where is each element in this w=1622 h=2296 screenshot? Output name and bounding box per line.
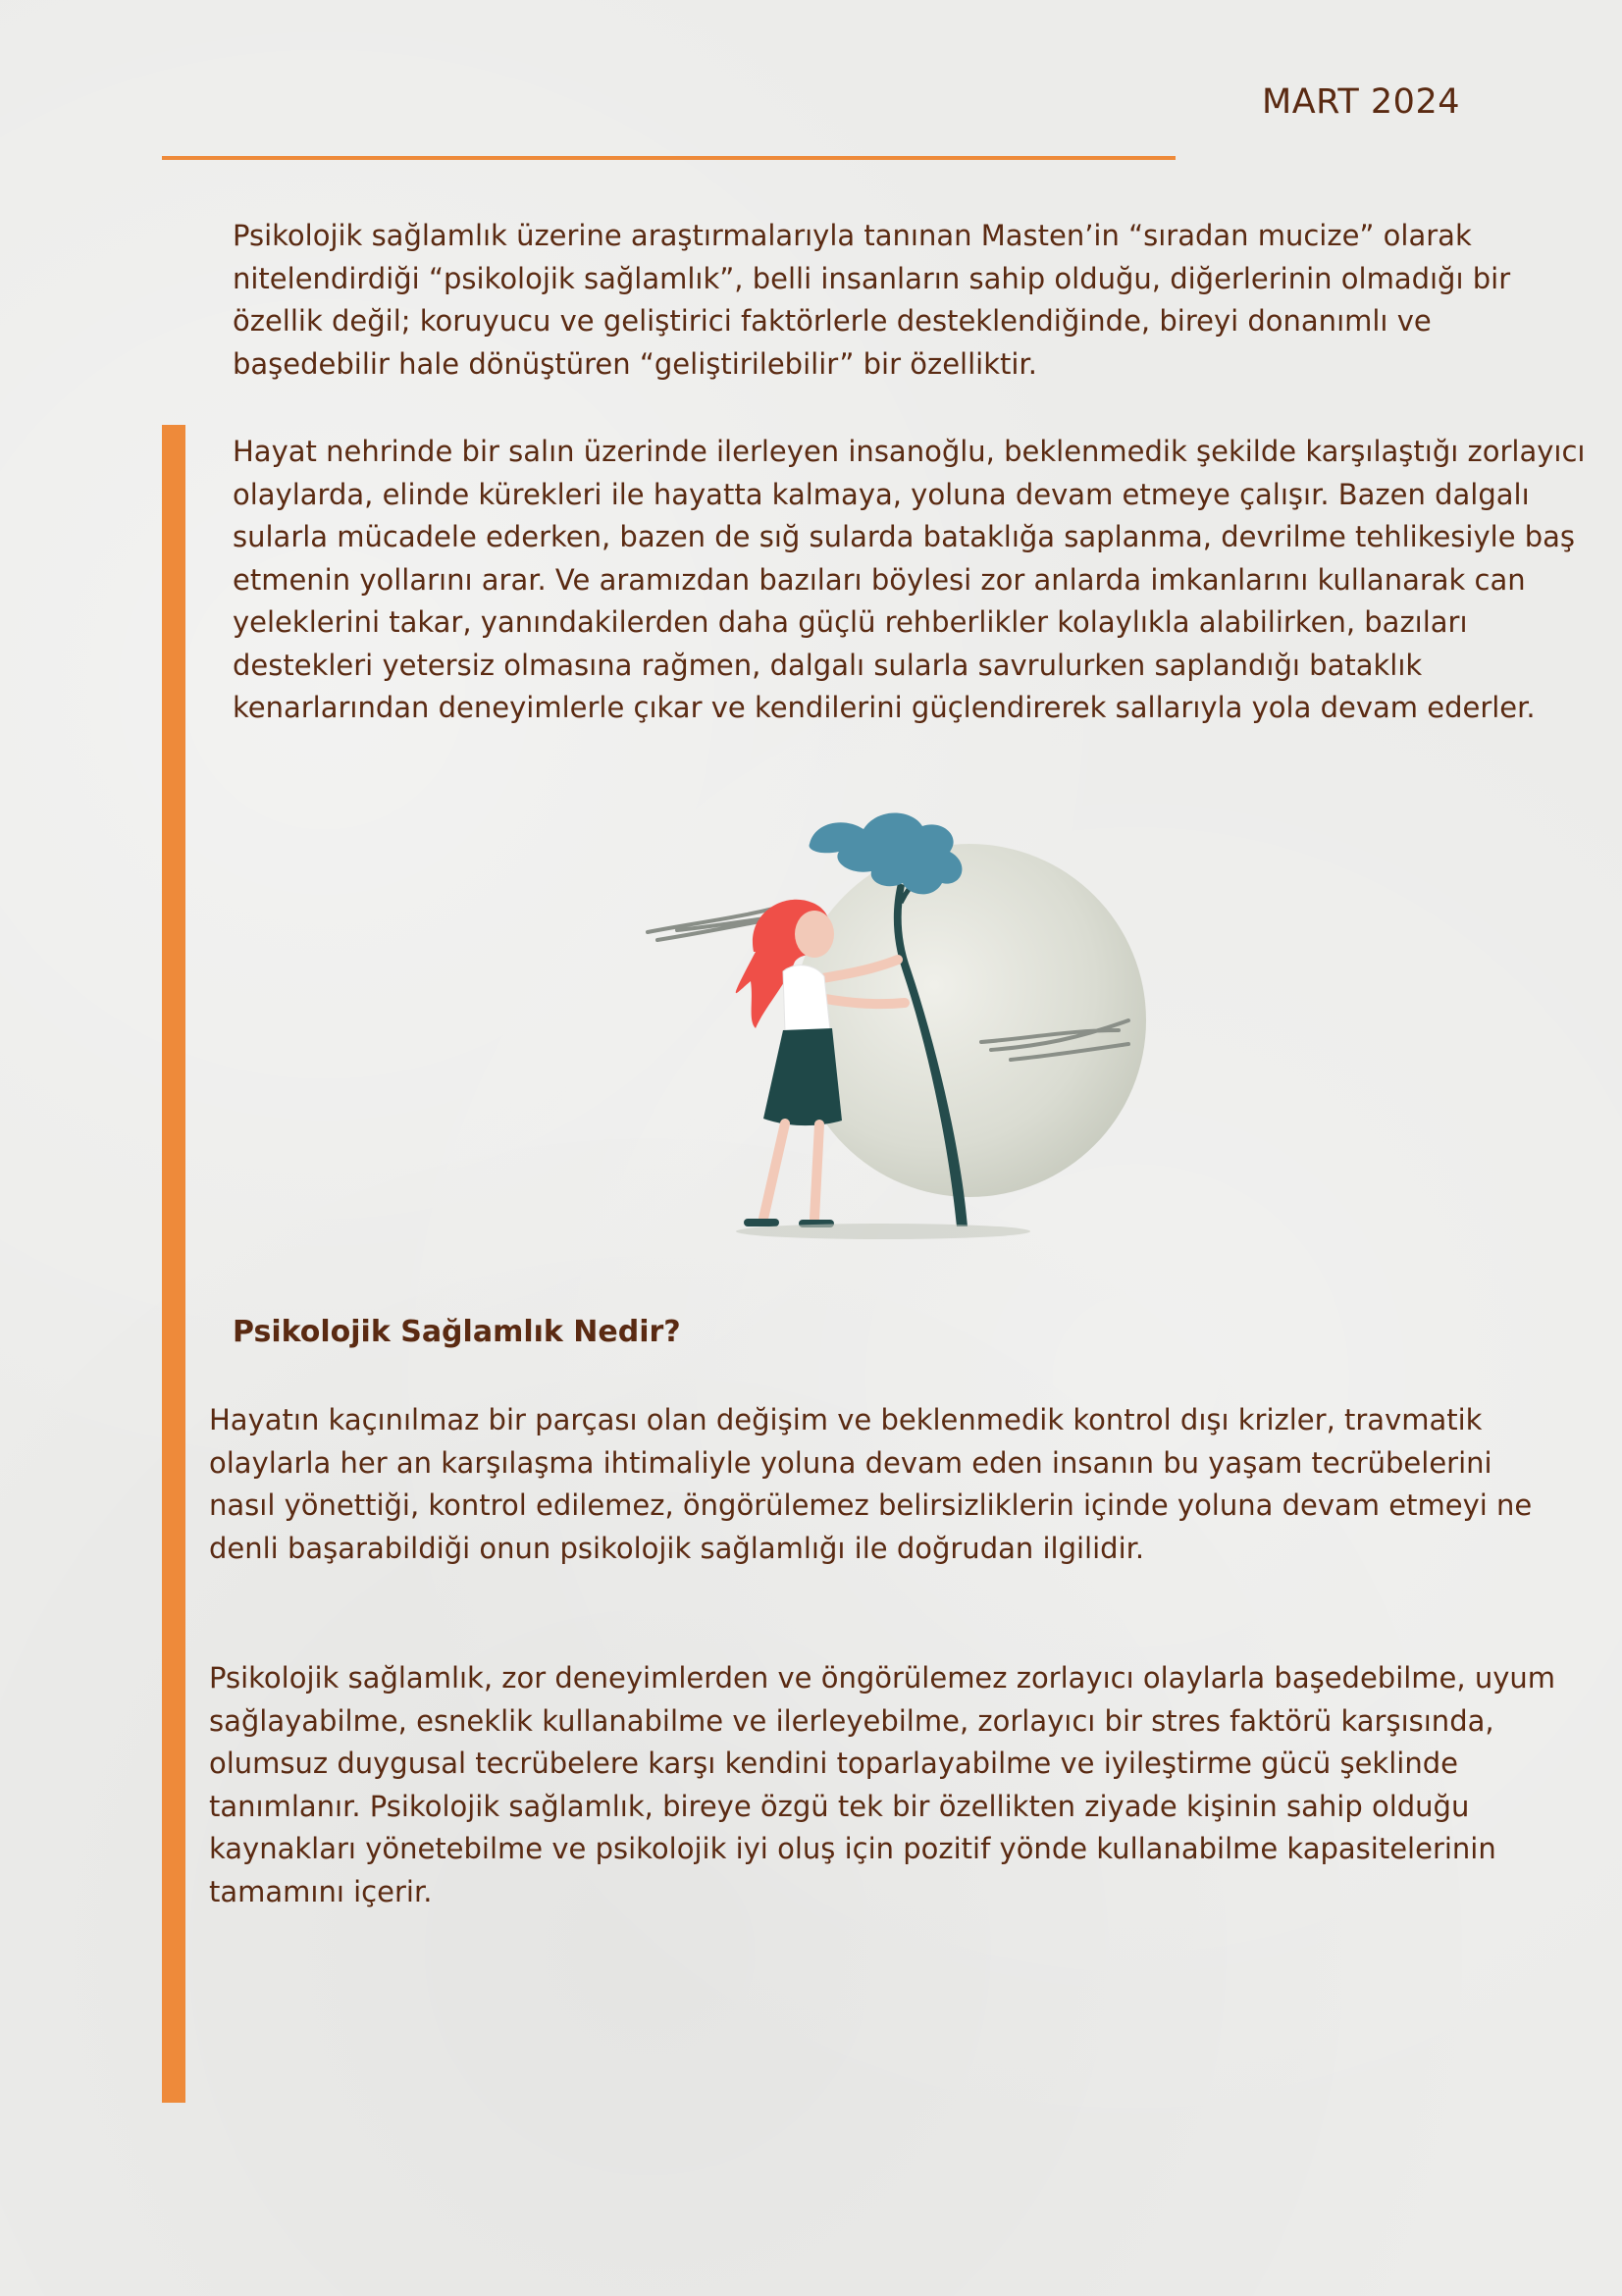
skirt: [763, 1028, 842, 1125]
background-circle: [793, 844, 1146, 1197]
header-divider: [162, 156, 1176, 160]
intro-paragraph: Psikolojik sağlamlık üzerine araştırmalarıyla tanınan Masten’in “sıradan mucize” olarak nitelendirdiği “psikolojik sağlamlık”, belli insanların sahip olduğu, diğerlerinin olmadığı bir özellik değil; koruyucu ve geliştirici faktörlerle desteklendiğinde, bireyi donanımlı ve başedebilir hale dönüştüren “geliştirilebilir” bir özelliktir.: [233, 219, 1511, 381]
issue-date: MART 2024: [1262, 82, 1460, 122]
shirt: [783, 965, 830, 1032]
woman-holding-tree-in-wind-illustration: [638, 785, 1148, 1246]
face: [795, 911, 834, 958]
accent-side-bar: [162, 425, 185, 2103]
leg: [763, 1123, 785, 1219]
tree-foliage: [810, 813, 963, 895]
metaphor-paragraph: Hayat nehrinde bir salın üzerinde ilerleyen insanoğlu, beklenmedik şekilde karşılaştığı zorlayıcı olaylarda, elinde kürekleri ile hayatta kalmaya, yoluna devam etmeye çalışır. Bazen dalgalı sularla mücadele ederken, bazen de sığ sularda bataklığa saplanma, devrilme tehlikesiyle baş etmenin yollarını arar. Ve aramızdan bazıları böylesi zor anlarda imkanlarını kullanarak can yeleklerini takar, yanındakilerden daha güçlü rehberlikler kolaylıkla alabilirken, bazıları destekleri yetersiz olmasına rağmen, dalgalı sularla savrulurken saplandığı bataklık kenarlarından deneyimlerle çıkar ve kendilerini güçlendirerek sallarıyla yola devam ederler.: [233, 435, 1586, 724]
ground-shadow: [736, 1224, 1030, 1239]
leg-2: [814, 1124, 819, 1219]
section-heading: Psikolojik Sağlamlık Nedir?: [233, 1315, 681, 1349]
definition-paragraph-1: Hayatın kaçınılmaz bir parçası olan değişim ve beklenmedik kontrol dışı krizler, travmatik olaylarla her an karşılaşma ihtimaliyle yoluna devam eden insanın bu yaşam tecrübelerini nasıl yönettiği, kontrol edilemez, öngörülemez belirsizliklerin içinde yoluna devam etmeyi ne denli başarabildiği onun psikolojik sağlamlığı ile doğrudan ilgilidir.: [209, 1403, 1533, 1565]
definition-paragraph-2: Psikolojik sağlamlık, zor deneyimlerden ve öngörülemez zorlayıcı olaylarla başedebilme, uyum sağlayabilme, esneklik kullanabilme ve ilerleyebilme, zorlayıcı bir stres faktörü karşısında, olumsuz duygusal tecrübelere karşı kendini toparlayabilme ve iyileştirme gücü şeklinde tanımlanır. Psikolojik sağlamlık, bireye özgü tek bir özellikten ziyade kişinin sahip olduğu kaynakları yönetebilme ve psikolojik iyi oluş için pozitif yönde kullanabilme kapasitelerinin tamamını içerir.: [209, 1661, 1556, 1908]
